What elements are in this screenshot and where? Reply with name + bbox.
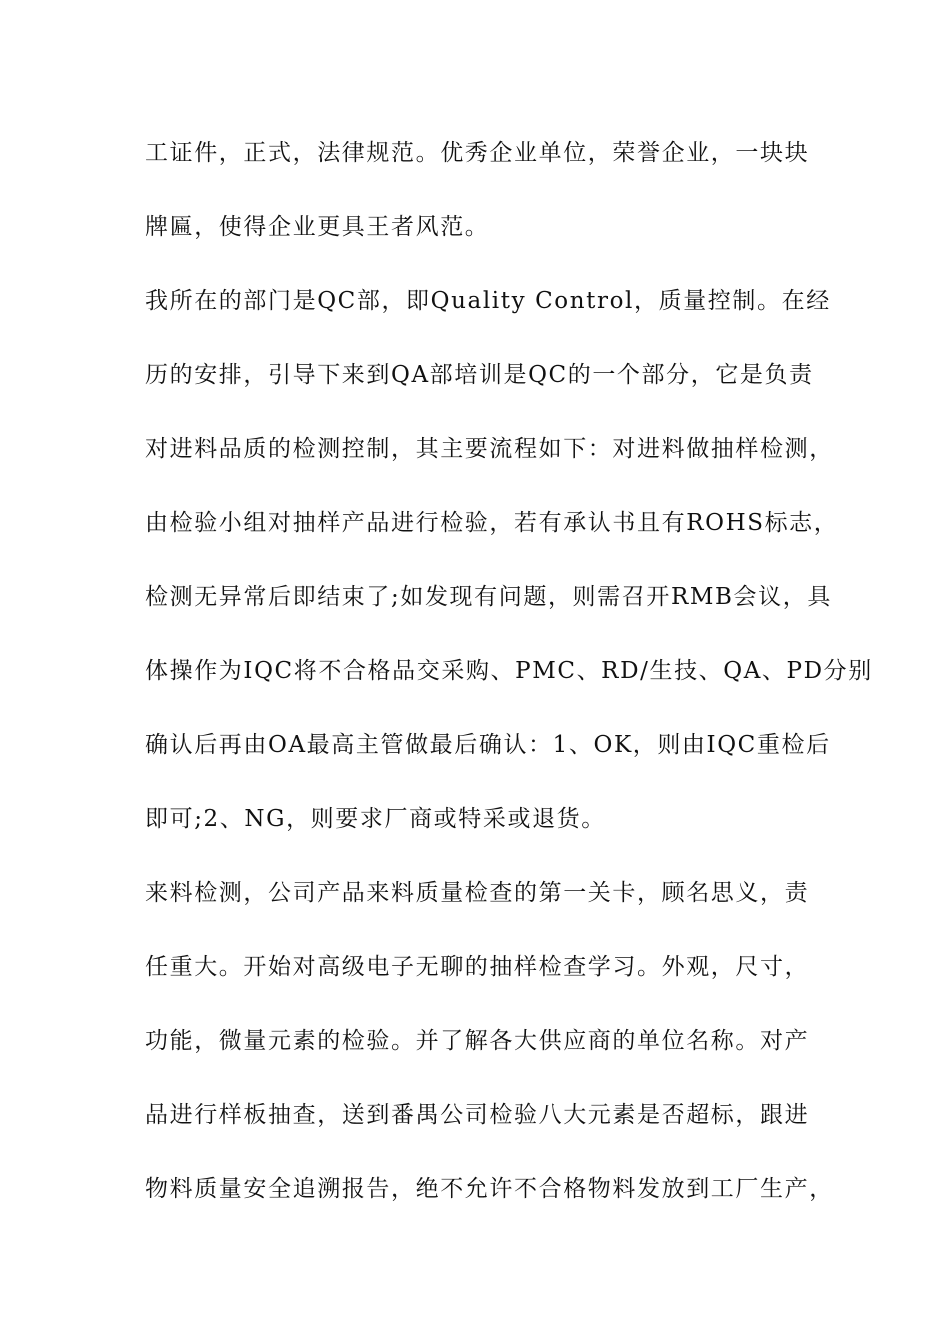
text-line: 工证件，正式，法律规范。优秀企业单位，荣誉企业，一块块 (145, 140, 810, 166)
text-line: 由检验小组对抽样产品进行检验，若有承认书且有ROHS标志， (145, 510, 839, 536)
text-line: 体操作为IQC将不合格品交采购、PMC、RD/生技、QA、PD分别 (145, 658, 873, 684)
text-line: 品进行样板抽查，送到番禺公司检验八大元素是否超标，跟进 (145, 1102, 810, 1128)
text-line: 确认后再由OA最高主管做最后确认：1、OK，则由IQC重检后 (145, 732, 831, 758)
text-line: 检测无异常后即结束了;如发现有问题，则需召开RMB会议，具 (145, 584, 832, 610)
text-line: 物料质量安全追溯报告，绝不允许不合格物料发放到工厂生产， (145, 1176, 834, 1202)
text-line: 来料检测，公司产品来料质量检查的第一关卡，顾名思义，责 (145, 880, 810, 906)
text-line: 即可;2、NG，则要求厂商或特采或退货。 (145, 806, 606, 832)
text-line: 我所在的部门是QC部，即Quality Control，质量控制。在经 (145, 288, 831, 314)
text-line: 对进料品质的检测控制，其主要流程如下：对进料做抽样检测， (145, 436, 834, 462)
text-line: 任重大。开始对高级电子无聊的抽样检查学习。外观，尺寸， (145, 954, 810, 980)
text-line: 功能，微量元素的检验。并了解各大供应商的单位名称。对产 (145, 1028, 810, 1054)
text-line: 历的安排，引导下来到QA部培训是QC的一个部分，它是负责 (145, 362, 814, 388)
text-line: 牌匾，使得企业更具王者风范。 (145, 214, 490, 240)
